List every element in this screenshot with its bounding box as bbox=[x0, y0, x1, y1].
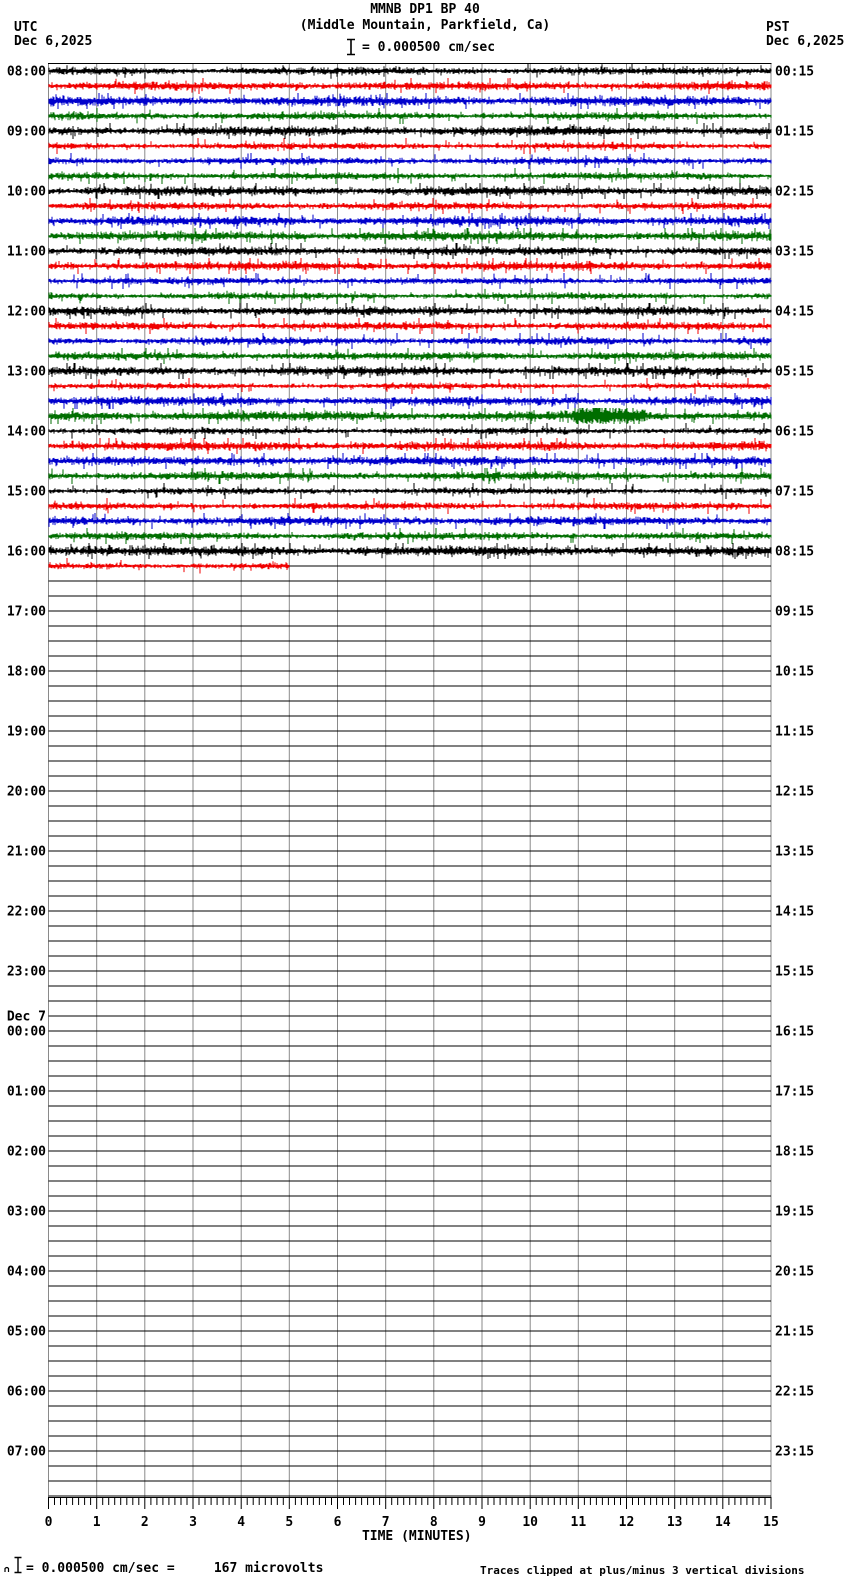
x-tick-label: 9 bbox=[478, 1515, 486, 1530]
utc-hour-label: 23:00 bbox=[6, 964, 46, 980]
pst-hour-label: 03:15 bbox=[775, 244, 815, 260]
pst-hour-label: 22:15 bbox=[775, 1384, 815, 1400]
pst-hour-label: 11:15 bbox=[775, 724, 815, 740]
pst-hour-label: 14:15 bbox=[775, 904, 815, 920]
seismic-trace bbox=[49, 213, 772, 229]
pst-hour-label: 07:15 bbox=[775, 484, 815, 500]
seismic-trace bbox=[49, 453, 772, 469]
seismic-trace bbox=[49, 228, 772, 244]
flat-trace-lines bbox=[49, 566, 772, 1496]
x-tick-label: 1 bbox=[92, 1515, 101, 1530]
page-subtitle: (Middle Mountain, Parkfield, Ca) bbox=[299, 18, 551, 33]
x-tick-label: 3 bbox=[189, 1515, 197, 1530]
pst-hour-label: 20:15 bbox=[775, 1264, 815, 1280]
utc-hour-label: 17:00 bbox=[6, 604, 46, 620]
seismic-trace bbox=[49, 423, 772, 439]
x-tick-label: 11 bbox=[570, 1515, 587, 1530]
pst-hour-label: 13:15 bbox=[775, 844, 815, 860]
pst-hour-label: 21:15 bbox=[775, 1324, 815, 1340]
seismic-trace bbox=[49, 63, 772, 79]
x-tick-label: 0 bbox=[44, 1515, 53, 1530]
seismic-trace bbox=[49, 258, 772, 274]
pst-hour-label: 17:15 bbox=[775, 1084, 815, 1100]
seismic-trace bbox=[49, 348, 772, 364]
seismic-trace bbox=[49, 408, 772, 424]
pst-hour-label: 01:15 bbox=[775, 124, 815, 140]
right-date-label: Dec 6,2025 bbox=[766, 34, 845, 49]
seismic-trace bbox=[49, 273, 772, 289]
pst-hour-label: 12:15 bbox=[775, 784, 815, 800]
footer-scale-bar-icon bbox=[12, 1556, 24, 1574]
seismic-trace bbox=[49, 468, 772, 484]
seismic-trace bbox=[49, 108, 772, 124]
seismic-trace bbox=[49, 438, 772, 454]
seismic-trace bbox=[49, 93, 772, 109]
utc-hour-label: 02:00 bbox=[6, 1144, 46, 1160]
pst-hour-label: 09:15 bbox=[775, 604, 815, 620]
pst-hour-label: 18:15 bbox=[775, 1144, 815, 1160]
pst-hour-label: 10:15 bbox=[775, 664, 815, 680]
x-tick-label: 2 bbox=[140, 1515, 149, 1530]
seismic-trace bbox=[49, 393, 772, 409]
utc-hour-label: 04:00 bbox=[6, 1264, 46, 1280]
x-tick-label: 7 bbox=[381, 1515, 390, 1530]
utc-hour-label: 10:00 bbox=[6, 184, 46, 200]
footer-scale-note: = 0.000500 cm/sec = 167 microvolts bbox=[26, 1561, 324, 1576]
utc-hour-label: 22:00 bbox=[6, 904, 46, 920]
pst-hour-label: 16:15 bbox=[775, 1024, 815, 1040]
utc-hour-label: 21:00 bbox=[6, 844, 46, 860]
seismic-trace bbox=[49, 123, 772, 139]
pst-hour-label: 19:15 bbox=[775, 1204, 815, 1220]
utc-hour-label: 20:00 bbox=[6, 784, 46, 800]
x-tick-label: 15 bbox=[763, 1515, 779, 1530]
utc-hour-label: 08:00 bbox=[6, 64, 46, 80]
x-axis-ticks bbox=[49, 1498, 772, 1509]
x-tick-label: 4 bbox=[237, 1515, 246, 1530]
seismic-trace bbox=[49, 168, 772, 184]
right-timezone-label: PST bbox=[766, 20, 790, 35]
pst-hour-label: 06:15 bbox=[775, 424, 815, 440]
utc-hour-label: 12:00 bbox=[6, 304, 46, 320]
x-axis-label: TIME (MINUTES) bbox=[361, 1529, 472, 1544]
utc-day-rollover-label: Dec 7 bbox=[6, 1009, 46, 1025]
pst-hour-label: 02:15 bbox=[775, 184, 815, 200]
x-tick-label: 8 bbox=[429, 1515, 438, 1530]
utc-hour-label: 03:00 bbox=[6, 1204, 46, 1220]
seismic-trace bbox=[49, 498, 772, 514]
page-title: MMNB DP1 BP 40 bbox=[370, 2, 480, 17]
seismic-trace bbox=[49, 198, 772, 214]
seismic-trace bbox=[49, 78, 772, 94]
seismic-trace bbox=[49, 543, 772, 559]
scale-label: = 0.000500 cm/sec bbox=[362, 40, 496, 55]
x-tick-label: 14 bbox=[715, 1515, 731, 1530]
utc-hour-label: 19:00 bbox=[6, 724, 46, 740]
utc-hour-label: 09:00 bbox=[6, 124, 46, 140]
seismic-trace bbox=[49, 558, 290, 574]
seismic-trace bbox=[49, 243, 772, 259]
seismic-trace bbox=[49, 378, 772, 394]
seismic-trace bbox=[49, 138, 772, 154]
x-tick-label: 13 bbox=[666, 1515, 683, 1530]
utc-hour-label: 14:00 bbox=[6, 424, 46, 440]
utc-hour-label: 15:00 bbox=[6, 484, 46, 500]
utc-hour-label: 11:00 bbox=[6, 244, 46, 260]
utc-hour-label: 01:00 bbox=[6, 1084, 46, 1100]
left-date-label: Dec 6,2025 bbox=[14, 34, 93, 49]
utc-hour-label: 07:00 bbox=[6, 1444, 46, 1460]
x-tick-label: 12 bbox=[618, 1515, 635, 1530]
seismic-trace bbox=[49, 303, 772, 319]
pst-hour-label: 00:15 bbox=[775, 64, 815, 80]
pst-hour-label: 08:15 bbox=[775, 544, 815, 560]
utc-hour-label: 00:00 bbox=[6, 1024, 46, 1040]
utc-hour-label: 13:00 bbox=[6, 364, 46, 380]
seismic-trace bbox=[49, 333, 772, 349]
seismic-trace bbox=[49, 318, 772, 334]
seismic-trace bbox=[49, 483, 772, 499]
pst-hour-label: 04:15 bbox=[775, 304, 815, 320]
pst-hour-label: 23:15 bbox=[775, 1444, 815, 1460]
x-tick-label: 5 bbox=[285, 1515, 294, 1530]
seismic-trace bbox=[49, 183, 772, 199]
utc-hour-label: 05:00 bbox=[6, 1324, 46, 1340]
utc-hour-label: 06:00 bbox=[6, 1384, 46, 1400]
x-tick-label: 6 bbox=[333, 1515, 342, 1530]
seismic-trace bbox=[49, 288, 772, 304]
utc-hour-label: 18:00 bbox=[6, 664, 46, 680]
seismic-trace bbox=[49, 153, 772, 169]
seismic-trace bbox=[49, 528, 772, 544]
left-timezone-label: UTC bbox=[14, 20, 38, 35]
utc-hour-label: 16:00 bbox=[6, 544, 46, 560]
seismic-trace bbox=[49, 513, 772, 529]
footer-clip-note: Traces clipped at plus/minus 3 vertical divisions bbox=[480, 1564, 805, 1577]
pst-hour-label: 15:15 bbox=[775, 964, 815, 980]
seismic-trace bbox=[49, 363, 772, 379]
x-tick-label: 10 bbox=[522, 1515, 538, 1530]
pst-hour-label: 05:15 bbox=[775, 364, 815, 380]
